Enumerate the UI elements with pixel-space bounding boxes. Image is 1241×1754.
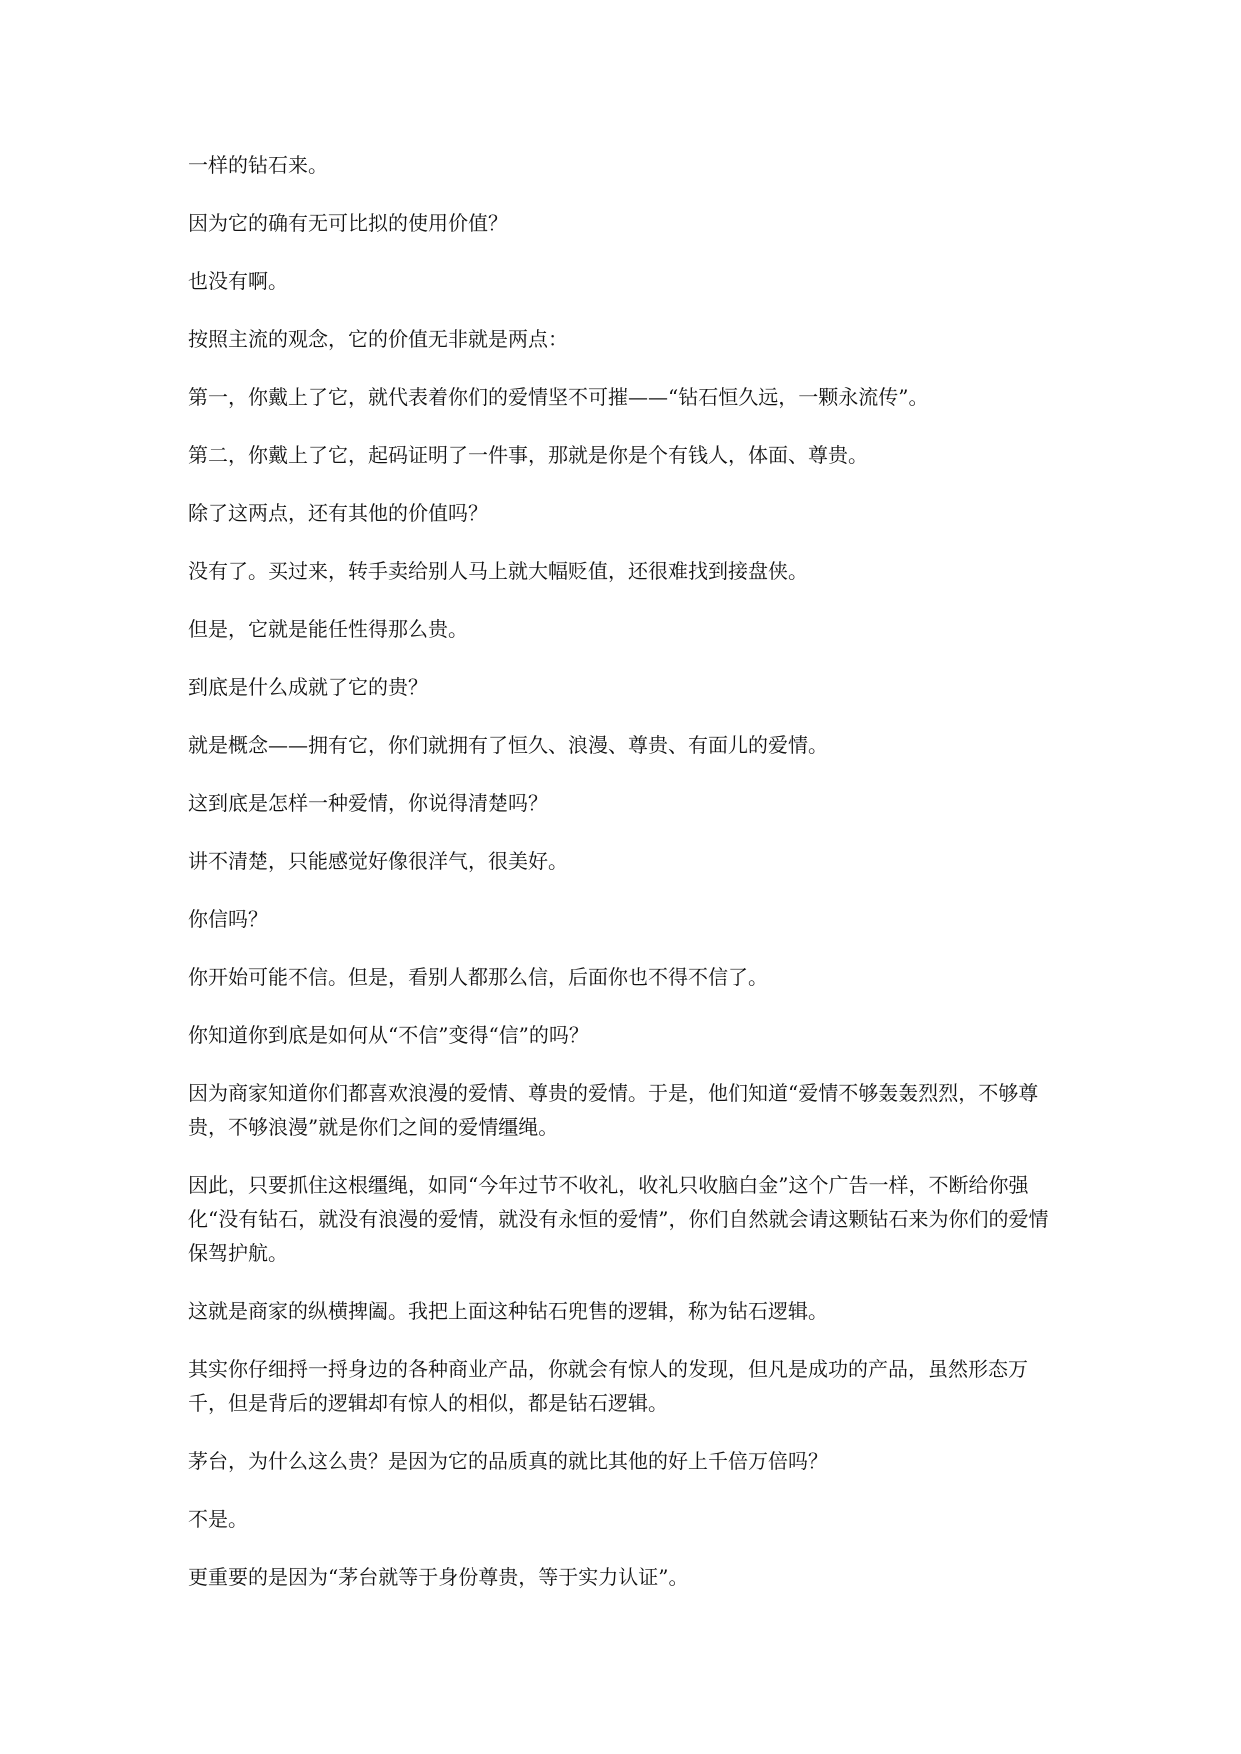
document-body xyxy=(188,148,1055,1618)
paragraph: 讲不清楚，只能感觉好像很洋气，很美好。 xyxy=(188,849,568,873)
paragraph: 其实你仔细捋一捋身边的各种商业产品，你就会有惊人的发现，但凡是成功的产品，虽然形态万千，但是背后的逻辑却有惊人的相似，都是钻石逻辑。 xyxy=(188,1357,1028,1415)
paragraph: 到底是什么成就了它的贵？ xyxy=(188,675,428,699)
paragraph: 第一，你戴上了它，就代表着你们的爱情坚不可摧——“钻石恒久远，一颗永流传”。 xyxy=(188,385,929,409)
paragraph: 一样的钻石来。 xyxy=(188,153,328,177)
paragraph: 因此，只要抓住这根缰绳，如同“今年过节不收礼，收礼只收脑白金”这个广告一样，不断给你强化“没有钻石，就没有浪漫的爱情，就没有永恒的爱情”，你们自然就会请这颗钻石来为你们的爱情保驾护航。 xyxy=(188,1173,1049,1265)
paragraph: 你知道你到底是如何从“不信”变得“信”的吗？ xyxy=(188,1023,589,1047)
paragraph: 这就是商家的纵横捭阖。我把上面这种钻石兜售的逻辑，称为钻石逻辑。 xyxy=(188,1299,828,1323)
paragraph: 按照主流的观念，它的价值无非就是两点： xyxy=(188,327,568,351)
paragraph: 除了这两点，还有其他的价值吗？ xyxy=(188,501,488,525)
paragraph: 你信吗？ xyxy=(188,907,268,931)
paragraph: 但是，它就是能任性得那么贵。 xyxy=(188,617,468,641)
paragraph: 也没有啊。 xyxy=(188,269,288,293)
paragraph: 因为商家知道你们都喜欢浪漫的爱情、尊贵的爱情。于是，他们知道“爱情不够轰轰烈烈，不够尊贵，不够浪漫”就是你们之间的爱情缰绳。 xyxy=(188,1081,1039,1139)
paragraph: 茅台，为什么这么贵？是因为它的品质真的就比其他的好上千倍万倍吗？ xyxy=(188,1449,828,1473)
paragraph: 第二，你戴上了它，起码证明了一件事，那就是你是个有钱人，体面、尊贵。 xyxy=(188,443,868,467)
paragraph: 没有了。买过来，转手卖给别人马上就大幅贬值，还很难找到接盘侠。 xyxy=(188,559,808,583)
paragraph: 你开始可能不信。但是，看别人都那么信，后面你也不得不信了。 xyxy=(188,965,768,989)
paragraph: 不是。 xyxy=(188,1507,248,1531)
paragraph: 就是概念——拥有它，你们就拥有了恒久、浪漫、尊贵、有面儿的爱情。 xyxy=(188,733,828,757)
paragraph: 这到底是怎样一种爱情，你说得清楚吗？ xyxy=(188,791,548,815)
paragraph: 因为它的确有无可比拟的使用价值？ xyxy=(188,211,508,235)
paragraph: 更重要的是因为“茅台就等于身份尊贵，等于实力认证”。 xyxy=(188,1565,689,1589)
